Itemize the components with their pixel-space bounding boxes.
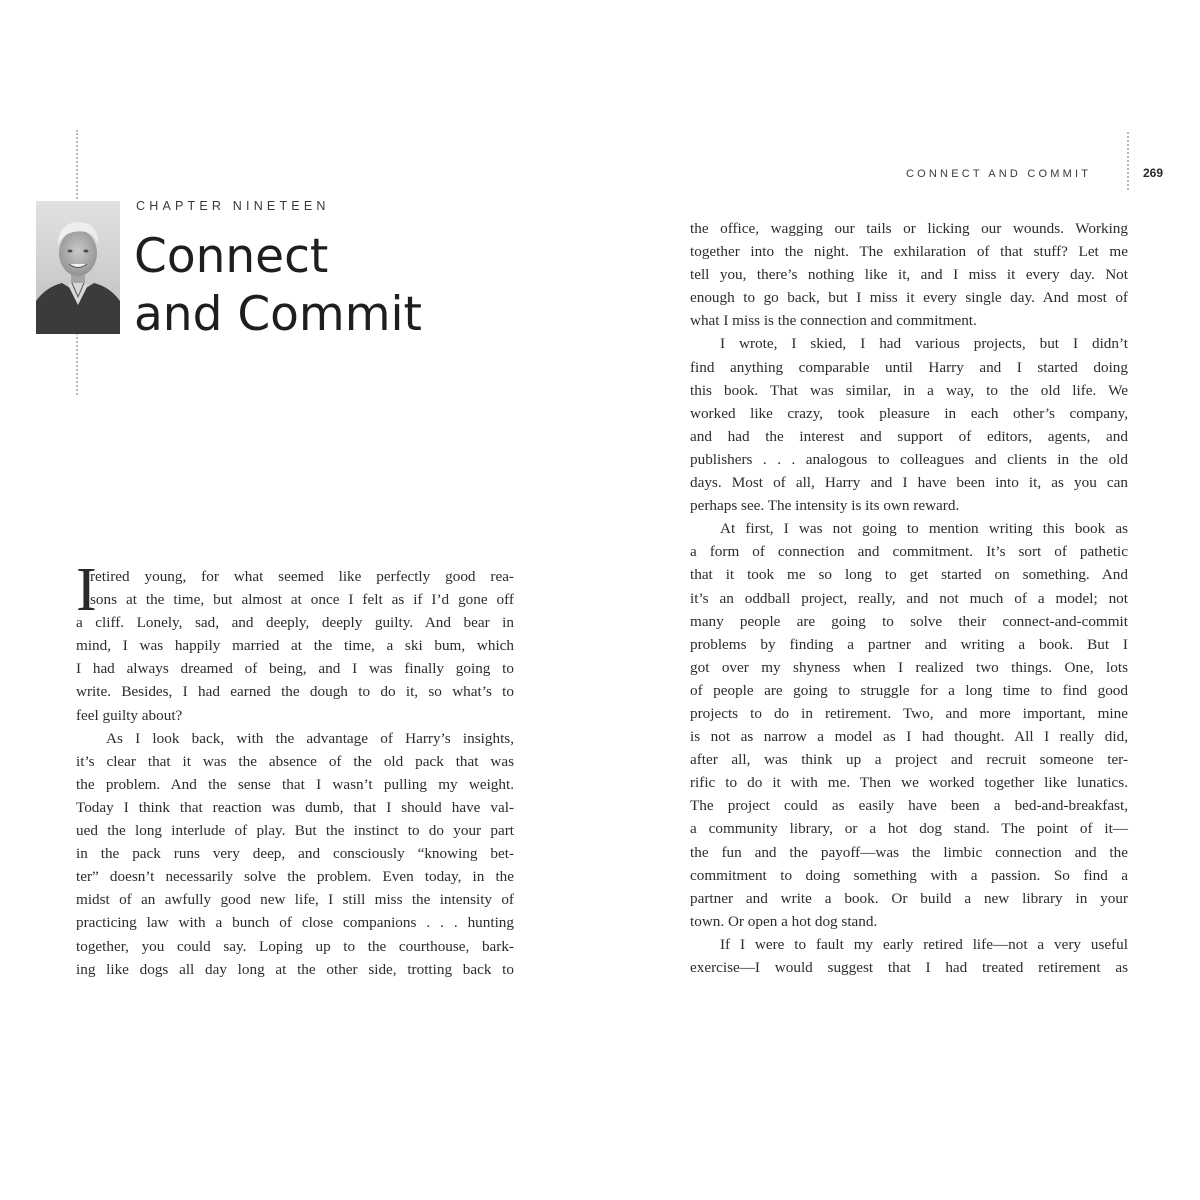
text-line: it’s an oddball project, really, and not much of a model; not	[690, 589, 1128, 607]
chapter-label: CHAPTER NINETEEN	[136, 199, 330, 213]
text-line: midst of an awfully good new life, I still miss the intensity of	[76, 891, 514, 909]
text-line: it’s clear that it was the absence of the old pack that was	[76, 752, 514, 770]
text-line: write. Besides, I had earned the dough to do it, so what’s to	[76, 683, 514, 701]
author-photo	[36, 201, 120, 334]
text-line: partner and write a book. Or build a new library in your	[690, 889, 1128, 907]
text-line: practicing law with a bunch of close companions . . . hunting	[76, 914, 514, 932]
text-line: ued the long interlude of play. But the instinct to do your part	[76, 822, 514, 840]
text-line: ing like dogs all day long at the other side, trotting back to	[76, 960, 514, 978]
text-line: a form of connection and commitment. It’s sort of pathetic	[690, 543, 1128, 561]
text-line: a cliff. Lonely, sad, and deeply, deeply guilty. And bear in	[76, 614, 514, 632]
chapter-title-line: and Commit	[134, 287, 422, 342]
text-line: the office, wagging our tails or licking our wounds. Working	[690, 220, 1128, 237]
text-line: in the pack runs very deep, and consciously “knowing bet-	[76, 845, 514, 863]
text-line: rific to do it with me. Then we worked together like lunatics.	[690, 774, 1128, 792]
text-line: that it took me so long to get started on something. And	[690, 566, 1128, 584]
text-line: got over my shyness when I realized two things. One, lots	[690, 658, 1128, 676]
text-line: is not as narrow a model as I had thought. All I really did,	[690, 728, 1128, 746]
text-line: If I were to fault my early retired life—not a very useful	[720, 935, 1128, 953]
text-line: together, you could say. Loping up to the courthouse, bark-	[76, 937, 514, 955]
text-line: worked like crazy, took pleasure in each other’s company,	[690, 404, 1128, 422]
text-line: At first, I was not going to mention writing this book as	[720, 520, 1128, 538]
text-line: problems by finding a partner and writing a book. But I	[690, 635, 1128, 653]
text-line: projects to do in retirement. Two, and more important, mine	[690, 704, 1128, 722]
text-line: after all, was think up a project and recruit someone ter-	[690, 751, 1128, 769]
text-line: mind, I was happily married at the time, a ski bum, which	[76, 637, 514, 655]
text-line: what I miss is the connection and commitment.	[690, 312, 977, 330]
text-line: find anything comparable until Harry and I started doing	[690, 358, 1128, 376]
text-line: many people are going to solve their connect-and-commit	[690, 612, 1128, 630]
text-line: publishers . . . analogous to colleagues and clients in the old	[690, 450, 1128, 468]
text-line: town. Or open a hot dog stand.	[690, 912, 878, 930]
right-column-text	[690, 217, 1128, 979]
text-line: together into the night. The exhilaration of that stuff? Let me	[690, 243, 1128, 261]
text-line: and had the interest and support of editors, agents, and	[690, 427, 1128, 445]
text-line: I wrote, I skied, I had various projects, but I didn’t	[720, 335, 1128, 353]
text-line: enough to go back, but I miss it every single day. And most of	[690, 289, 1128, 307]
text-line: a community library, or a hot dog stand. The point of it—	[690, 820, 1128, 838]
text-line: As I look back, with the advantage of Harry’s insights,	[106, 729, 514, 747]
text-line: commitment to doing something with a passion. So find a	[690, 866, 1128, 884]
text-line: of people are going to struggle for a long time to find good	[690, 681, 1128, 699]
text-line: days. Most of all, Harry and I have been into it, as you can	[690, 474, 1128, 492]
chapter-title-line: Connect	[134, 229, 329, 284]
drop-cap: I	[76, 556, 97, 624]
text-line: ter” doesn’t necessarily solve the problem. Even today, in the	[76, 868, 514, 886]
text-line: the fun and the payoff—was the limbic connection and the	[690, 843, 1128, 861]
text-line: sons at the time, but almost at once I felt as if I’d gone off	[90, 591, 514, 609]
text-line: the problem. And the sense that I wasn’t pulling my weight.	[76, 775, 514, 793]
text-line: The project could as easily have been a bed-and-breakfast,	[690, 797, 1128, 815]
text-line: feel guilty about?	[76, 706, 183, 724]
header-dotted-rule	[1127, 132, 1129, 190]
text-line: perhaps see. The intensity is its own reward.	[690, 497, 960, 515]
text-line: Today I think that reaction was dumb, that I should have val-	[76, 798, 514, 816]
text-line: exercise—I would suggest that I had treated retirement as	[690, 959, 1128, 976]
text-line: I had always dreamed of being, and I was finally going to	[76, 660, 514, 678]
text-line: retired young, for what seemed like perfectly good rea-	[90, 568, 514, 585]
page-number: 269	[1143, 166, 1164, 180]
text-line: tell you, there’s nothing like it, and I miss it every day. Not	[690, 266, 1128, 284]
text-line: this book. That was similar, in a way, to the old life. We	[690, 381, 1128, 399]
left-column-text	[76, 556, 514, 981]
chapter-title	[134, 228, 422, 344]
running-head: CONNECT AND COMMIT	[906, 168, 1092, 180]
author-portrait-icon	[36, 201, 120, 334]
